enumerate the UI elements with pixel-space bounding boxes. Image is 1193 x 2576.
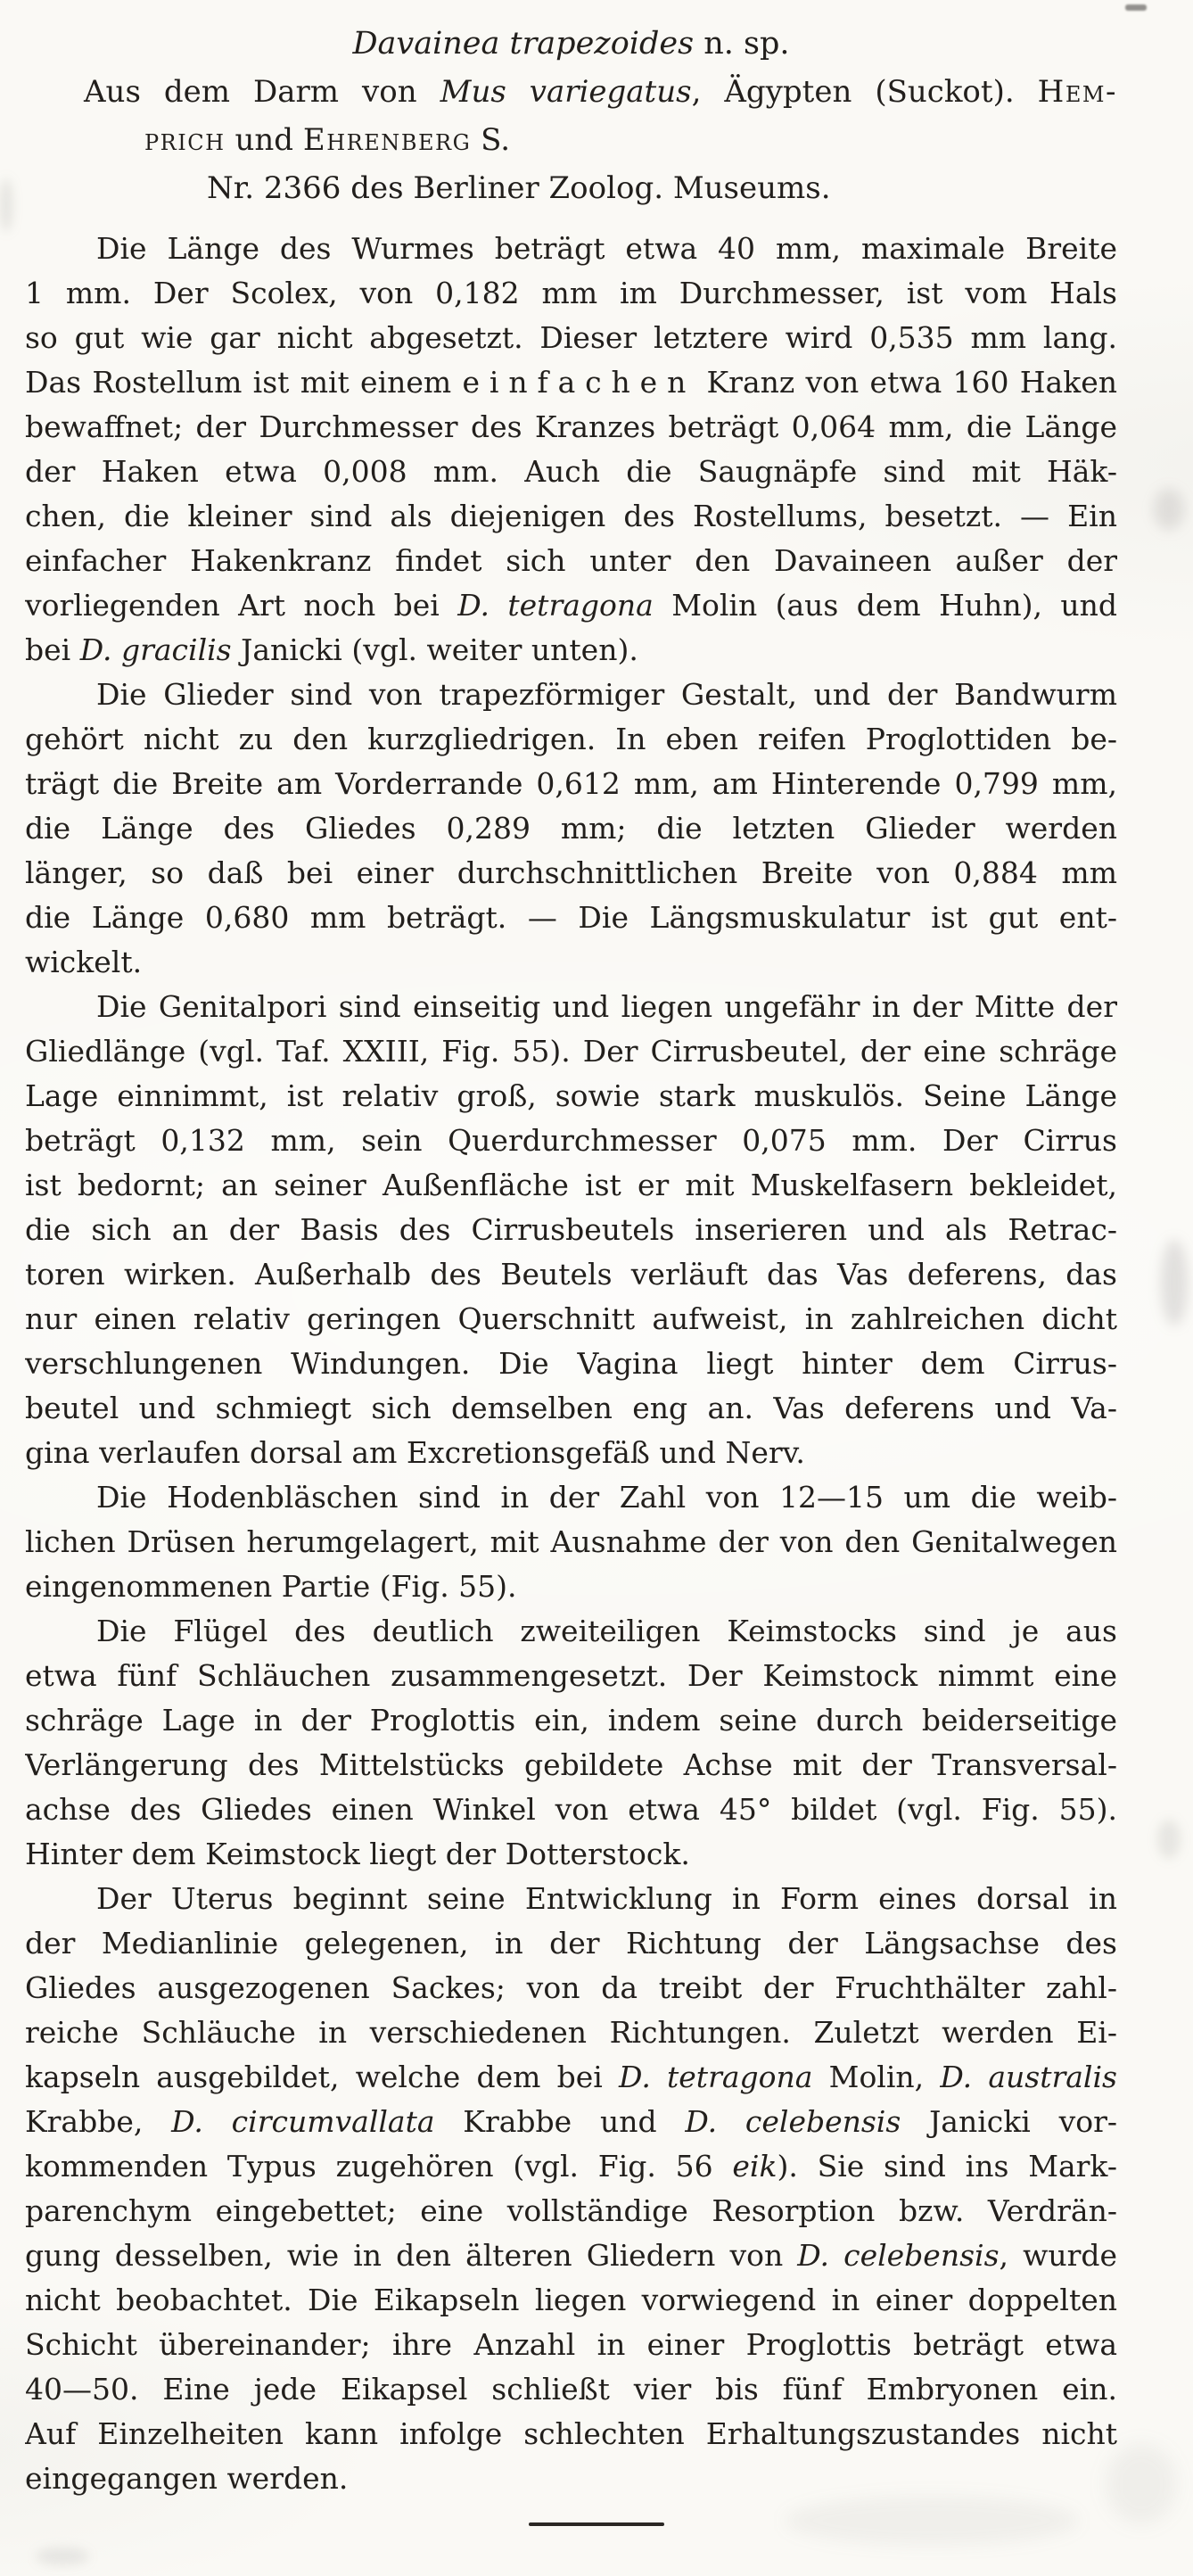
text-line <box>25 806 1117 851</box>
text-line <box>25 2010 1117 2055</box>
text-line <box>25 896 1117 940</box>
text-line <box>25 1921 1117 1966</box>
body-text <box>25 227 1117 2501</box>
text-segment: Janicki (vgl. weiter unten). <box>231 632 638 667</box>
text-segment: einfachen <box>462 365 696 400</box>
text-segment: kapseln ausgebildet, welche dem bei <box>25 2060 620 2094</box>
text-segment: beträgt 0,132 mm, sein Querdurchmesser 0,075 mm. Der Cirrus <box>25 1123 1117 1158</box>
text-segment: chen, die kleiner sind als diejenigen des Rostellums, besetzt. — Ein <box>25 499 1117 533</box>
text-line <box>25 2367 1117 2412</box>
text-segment: , wurde <box>999 2238 1117 2273</box>
text-segment: D. gracilis <box>79 632 232 667</box>
text-segment: D. australis <box>940 2060 1117 2094</box>
text-segment: vorliegenden Art noch bei <box>25 588 458 623</box>
text-line <box>25 940 1117 985</box>
text-line <box>25 539 1117 583</box>
species-title <box>25 20 1117 68</box>
text-segment: Molin (aus dem Huhn), und <box>653 588 1117 623</box>
text-segment: Kranz von etwa 160 Haken <box>695 365 1117 400</box>
text-segment: S. <box>471 122 511 158</box>
text-line <box>25 1966 1117 2010</box>
scan-artifact <box>0 178 12 232</box>
text-line <box>25 2189 1117 2233</box>
paragraph <box>25 1475 1117 1609</box>
text-line <box>25 1475 1117 1520</box>
text-segment: prich <box>144 122 226 158</box>
text-segment: parenchym eingebettet; eine vollständige Resorption bzw. Verdrän- <box>25 2193 1117 2228</box>
text-segment: Der Uterus beginnt seine Entwicklung in Form eines dorsal in <box>96 1881 1117 1916</box>
text-segment: die Länge 0,680 mm beträgt. — Die Längsmuskulatur ist gut ent- <box>25 900 1117 935</box>
text-line <box>25 450 1117 494</box>
text-line <box>25 1163 1117 1208</box>
attribution-line-1 <box>25 68 1117 116</box>
text-segment: Hem- <box>1037 74 1117 110</box>
text-segment: etwa fünf Schläuchen zusammengesetzt. Der Keimstock nimmt eine <box>25 1658 1117 1693</box>
scan-artifact <box>36 2547 89 2565</box>
text-line <box>25 628 1117 673</box>
text-segment: Die Länge des Wurmes beträgt etwa 40 mm, maximale Breite <box>96 231 1117 266</box>
text-line <box>25 494 1117 539</box>
text-line <box>25 1832 1117 1877</box>
text-line <box>25 1252 1117 1297</box>
text-segment: Verlängerung des Mittelstücks gebildete Achse mit der Transversal- <box>25 1747 1117 1782</box>
text-segment: Schicht übereinander; ihre Anzahl in einer Proglottis beträgt etwa <box>25 2327 1117 2362</box>
paragraph <box>25 1609 1117 1877</box>
text-segment: D. tetragona <box>619 2060 813 2094</box>
text-segment: n. sp. <box>694 26 790 62</box>
text-segment: beutel und schmiegt sich demselben eng an. Vas deferens und Va- <box>25 1391 1117 1425</box>
text-segment: ). Sie sind ins Mark- <box>777 2149 1117 2184</box>
text-line <box>25 316 1117 360</box>
text-segment: D. celebensis <box>685 2104 901 2139</box>
text-segment: der Medianlinie gelegenen, in der Richtung der Längsachse des <box>25 1926 1117 1961</box>
text-line <box>25 717 1117 762</box>
text-segment: Die Hodenbläschen sind in der Zahl von 12—15 um die weib- <box>96 1480 1117 1515</box>
text-segment: bewaffnet; der Durchmesser des Kranzes beträgt 0,064 mm, die Länge <box>25 409 1117 444</box>
text-segment: eik <box>732 2149 778 2184</box>
text-segment: eingegangen werden. <box>25 2461 349 2496</box>
heading <box>25 20 1117 212</box>
text-line <box>25 2233 1117 2278</box>
text-segment: Die Glieder sind von trapezförmiger Gestalt, und der Bandwurm <box>96 677 1117 712</box>
text-segment: gehört nicht zu den kurzgliedrigen. In eben reifen Proglottiden be- <box>25 722 1117 756</box>
text-line <box>25 1208 1117 1252</box>
text-segment: Hinter dem Keimstock liegt der Dotterstock. <box>25 1837 690 1871</box>
text-line <box>25 2144 1117 2189</box>
text-line <box>25 1743 1117 1788</box>
text-segment: D. celebensis <box>797 2238 1000 2273</box>
text-line <box>25 2100 1117 2144</box>
text-line <box>25 227 1117 271</box>
text-line <box>25 2278 1117 2323</box>
text-segment: die sich an der Basis des Cirrusbeutels inserieren und als Retrac- <box>25 1212 1117 1247</box>
text-line <box>25 1386 1117 1431</box>
text-line <box>25 762 1117 806</box>
section-divider <box>529 2522 664 2526</box>
museum-number-line <box>25 164 1117 212</box>
text-segment: 1 mm. Der Scolex, von 0,182 mm im Durchmesser, ist vom Hals <box>25 276 1117 310</box>
scan-artifact <box>1157 1820 1181 1859</box>
text-line <box>25 2412 1117 2456</box>
text-line <box>25 1565 1117 1609</box>
text-line <box>25 2456 1117 2501</box>
scan-artifact <box>1154 489 1184 530</box>
text-segment: , Ägypten (Suckot). <box>691 74 1038 110</box>
scan-artifact <box>1125 4 1147 11</box>
paragraph <box>25 985 1117 1475</box>
text-line <box>25 271 1117 316</box>
attribution-line-2 <box>25 116 1117 164</box>
text-segment: die Länge des Gliedes 0,289 mm; die letzten Glieder werden <box>25 811 1117 846</box>
text-segment: D. tetragona <box>457 588 654 623</box>
text-line <box>25 583 1117 628</box>
text-segment: ist bedornt; an seiner Außenfläche ist er mit Muskelfasern bekleidet, <box>25 1168 1117 1202</box>
text-segment: einfacher Hakenkranz findet sich unter den Davaineen außer der <box>25 543 1117 578</box>
text-segment: achse des Gliedes einen Winkel von etwa 45° bildet (vgl. Fig. 55). <box>25 1792 1117 1827</box>
text-line <box>25 2323 1117 2367</box>
text-segment: trägt die Breite am Vorderrande 0,612 mm, am Hinterende 0,799 mm, <box>25 766 1117 801</box>
text-segment: Molin, <box>812 2060 941 2094</box>
text-line <box>25 985 1117 1029</box>
text-segment: der Haken etwa 0,008 mm. Auch die Saugnäpfe sind mit Häk- <box>25 454 1117 489</box>
text-line <box>25 1074 1117 1119</box>
text-line <box>25 1297 1117 1342</box>
text-line <box>25 1029 1117 1074</box>
text-segment: Aus dem Darm von <box>84 74 440 110</box>
text-segment: nicht beobachtet. Die Eikapseln liegen vorwiegend in einer doppelten <box>25 2283 1117 2317</box>
paragraph <box>25 227 1117 673</box>
text-line <box>25 1520 1117 1565</box>
text-line <box>25 1654 1117 1698</box>
text-line <box>25 360 1117 405</box>
text-segment: Ehrenberg <box>302 122 472 158</box>
text-line <box>25 673 1117 717</box>
text-segment: eingenommenen Partie (Fig. 55). <box>25 1569 517 1604</box>
text-segment: D. circumvallata <box>171 2104 435 2139</box>
text-line <box>25 1119 1117 1163</box>
text-line <box>25 1698 1117 1743</box>
text-segment: verschlungenen Windungen. Die Vagina liegt hinter dem Cirrus- <box>25 1346 1117 1381</box>
text-line <box>25 851 1117 896</box>
text-segment: so gut wie gar nicht abgesetzt. Dieser letztere wird 0,535 mm lang. <box>25 320 1117 355</box>
text-segment: und <box>225 122 303 158</box>
paragraph <box>25 1877 1117 2501</box>
text-segment: Das Rostellum ist mit einem <box>25 365 463 400</box>
text-segment: Die Genitalpori sind einseitig und liegen ungefähr in der Mitte der <box>96 989 1117 1024</box>
text-segment: toren wirken. Außerhalb des Beutels verläuft das Vas deferens, das <box>25 1257 1117 1292</box>
text-segment: gina verlaufen dorsal am Excretionsgefäß und Nerv. <box>25 1435 805 1470</box>
text-segment: länger, so daß bei einer durchschnittlichen Breite von 0,884 mm <box>25 855 1117 890</box>
text-segment: bei <box>25 632 80 667</box>
text-segment: Krabbe und <box>434 2104 686 2139</box>
text-segment: Krabbe, <box>25 2104 172 2139</box>
text-line <box>25 1342 1117 1386</box>
text-segment: Lage einnimmt, ist relativ groß, sowie stark muskulös. Seine Länge <box>25 1078 1117 1113</box>
text-segment: gung desselben, wie in den älteren Gliedern von <box>25 2238 798 2273</box>
text-segment: Gliedlänge (vgl. Taf. XXIII, Fig. 55). Der Cirrusbeutel, der eine schräge <box>25 1034 1117 1069</box>
scan-artifact <box>1161 1240 1188 1325</box>
text-segment: 40—50. Eine jede Eikapsel schließt vier bis fünf Embryonen ein. <box>25 2372 1117 2407</box>
scan-artifact <box>785 2496 1079 2546</box>
text-line <box>25 2055 1117 2100</box>
text-segment: wickelt. <box>25 945 143 979</box>
text-line <box>25 1431 1117 1475</box>
text-segment: nur einen relativ geringen Querschnitt aufweist, in zahlreichen dicht <box>25 1301 1117 1336</box>
text-segment: schräge Lage in der Proglottis ein, indem seine durch beiderseitige <box>25 1703 1117 1738</box>
text-line <box>25 1788 1117 1832</box>
text-segment: reiche Schläuche in verschiedenen Richtungen. Zuletzt werden Ei- <box>25 2015 1117 2050</box>
text-line <box>25 1609 1117 1654</box>
text-line <box>25 1877 1117 1921</box>
text-segment: kommenden Typus zugehören (vgl. Fig. 56 <box>25 2149 733 2184</box>
text-segment: Auf Einzelheiten kann infolge schlechten Erhaltungszustandes nicht <box>25 2416 1117 2451</box>
paragraph <box>25 673 1117 985</box>
text-segment: Mus variegatus <box>440 74 692 110</box>
text-segment: Davainea trapezoides <box>352 26 695 62</box>
text-segment: Gliedes ausgezogenen Sackes; von da treibt der Fruchthälter zahl- <box>25 1970 1117 2005</box>
text-segment: Nr. 2366 des Berliner Zoolog. Museums. <box>207 170 831 206</box>
text-segment: Janicki vor- <box>901 2104 1117 2139</box>
text-segment: Die Flügel des deutlich zweiteiligen Keimstocks sind je aus <box>96 1614 1117 1648</box>
text-line <box>25 405 1117 450</box>
text-segment: lichen Drüsen herumgelagert, mit Ausnahme der von den Genitalwegen <box>25 1524 1117 1559</box>
